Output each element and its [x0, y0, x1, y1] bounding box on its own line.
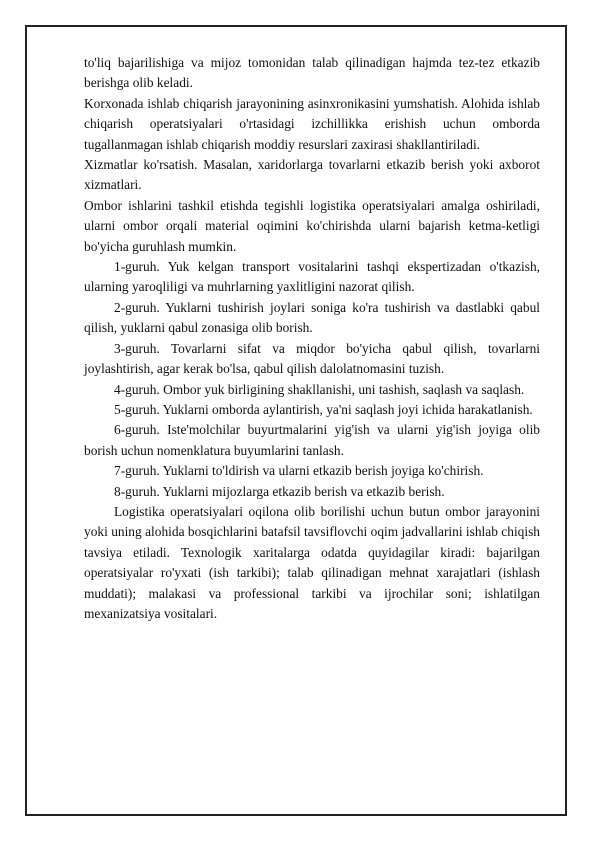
group-8-paragraph: 8-guruh. Yuklarni mijozlarga etkazib berish va etkazib berish. [114, 483, 445, 499]
paragraph-3: Xizmatlar ko'rsatish. Masalan, xaridorlarga tovarlarni etkazib berish yoki axborot xizmatlari. [84, 157, 540, 193]
document-body [84, 53, 540, 624]
group-3-paragraph: 3-guruh. Tovarlarni sifat va miqdor bo'yicha qabul qilish, tovarlarni joylashtirish, agar kerak bo'lsa, qabul qilish dalolatnomasini tuzish. [84, 340, 540, 377]
group-1-paragraph: 1-guruh. Yuk kelgan transport vositalarini tashqi ekspertizadan o'tkazish, ularning yaroqliligi va muhrlarning yaxlitligini nazorat qilish. [84, 259, 540, 295]
group-6-paragraph: 6-guruh. Iste'molchilar buyurtmalarini yig'ish va ularni yig'ish joyiga olib borish uchun nomenklatura buyumlarini tanlash. [84, 422, 540, 458]
paragraph-2: Korxonada ishlab chiqarish jarayonining asinxronikasini yumshatish. Alohida ishlab chiqarish operatsiyalari o'rtasidagi izchillikka erishish uchun omborda tugallanmagan ishlab chiqarish moddiy resurslari zaxirasi shakllantiriladi. [84, 95, 540, 152]
paragraph-4: Ombor ishlarini tashkil etishda tegishli logistika operatsiyalari amalga oshiriladi, ularni ombor orqali material oqimini ko'chirishda ularni bajarish ketma-ketligi bo'yicha guruhlash mumkin. [84, 197, 540, 254]
group-2-paragraph: 2-guruh. Yuklarni tushirish joylari soniga ko'ra tushirish va dastlabki qabul qilish, yuklarni qabul zonasiga olib borish. [84, 299, 540, 336]
group-7-paragraph: 7-guruh. Yuklarni to'ldirish va ularni etkazib berish joyiga ko'chirish. [114, 463, 484, 479]
closing-paragraph: Logistika operatsiyalari oqilona olib borilishi uchun butun ombor jarayonini yoki uning alohida bosqichlarini batafsil tavsiflovchi oqim jadvallarini ishlab chiqish tavsiya etiladi. Texnologik xaritalarga odatda quyidagilar kiradi: bajarilgan operatsiyalar ro'yxati (ish tarkibi); talab qilinadigan mehnat xarajatlari (ishlash muddati); malakasi va professional tarkibi va ijrochilar soni; ishlatilgan mexanizatsiya vositalari. [84, 503, 540, 621]
paragraph-1: to'liq bajarilishiga va mijoz tomonidan talab qilinadigan hajmda tez-tez etkazib berishga olib keladi. [84, 55, 540, 91]
group-5-paragraph: 5-guruh. Yuklarni omborda aylantirish, ya'ni saqlash joyi ichida harakatlanish. [114, 401, 533, 417]
group-4-paragraph: 4-guruh. Ombor yuk birligining shakllanishi, uni tashish, saqlash va saqlash. [114, 381, 525, 397]
